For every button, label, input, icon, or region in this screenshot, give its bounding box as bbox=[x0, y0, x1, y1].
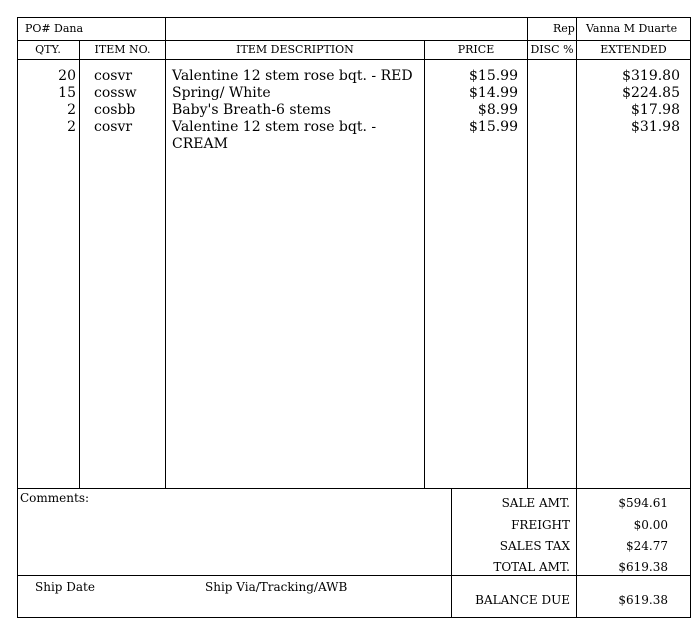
item-description-line: Valentine 12 stem rose bqt. - bbox=[172, 119, 377, 135]
item-number: cosvr bbox=[94, 68, 133, 84]
total-amt-value: $619.38 bbox=[618, 560, 668, 574]
total-amt-label: TOTAL AMT. bbox=[493, 560, 570, 574]
po-label: PO# bbox=[25, 22, 51, 35]
column-header-divider bbox=[17, 59, 691, 60]
item-qty: 2 bbox=[67, 119, 76, 135]
item-no-column bbox=[94, 68, 164, 136]
item-description-line: Valentine 12 stem rose bqt. - RED bbox=[172, 68, 413, 84]
price-column bbox=[425, 68, 518, 136]
item-extended: $31.98 bbox=[631, 119, 680, 135]
item-price: $14.99 bbox=[469, 85, 518, 101]
sale-amt-label: SALE AMT. bbox=[501, 496, 570, 510]
col-sep-qty bbox=[79, 40, 80, 488]
item-extended: $319.80 bbox=[622, 68, 680, 84]
item-extended: $17.98 bbox=[631, 102, 680, 118]
col-header-qty: QTY. bbox=[35, 43, 61, 56]
col-sep-price bbox=[527, 17, 528, 488]
rep-label: Rep bbox=[553, 22, 575, 35]
item-number: cosbb bbox=[94, 102, 136, 118]
ship-divider bbox=[17, 575, 691, 576]
item-price: $8.99 bbox=[477, 102, 518, 118]
balance-due-value: $619.38 bbox=[618, 593, 668, 607]
item-number: cossw bbox=[94, 85, 137, 101]
po-value: Dana bbox=[54, 22, 84, 35]
sales-tax-value: $24.77 bbox=[626, 539, 668, 553]
ship-via-label: Ship Via/Tracking/AWB bbox=[205, 580, 348, 594]
item-price: $15.99 bbox=[469, 119, 518, 135]
border-left bbox=[17, 17, 18, 618]
sale-amt-value: $594.61 bbox=[618, 496, 668, 510]
border-right bbox=[690, 17, 691, 618]
col-header-description: ITEM DESCRIPTION bbox=[236, 43, 354, 56]
freight-value: $0.00 bbox=[633, 518, 668, 532]
col-header-extended: EXTENDED bbox=[600, 43, 667, 56]
border-bottom bbox=[17, 617, 691, 618]
item-qty: 20 bbox=[58, 68, 76, 84]
item-qty: 2 bbox=[67, 102, 76, 118]
description-column bbox=[172, 68, 422, 153]
col-header-item-no: ITEM NO. bbox=[94, 43, 151, 56]
ship-date-label: Ship Date bbox=[35, 580, 95, 594]
extended-column bbox=[577, 68, 680, 136]
col-header-price: PRICE bbox=[457, 43, 495, 56]
item-number: cosvr bbox=[94, 119, 133, 135]
item-description-line: Spring/ White bbox=[172, 85, 271, 101]
col-sep-item bbox=[165, 17, 166, 488]
item-description-line: CREAM bbox=[172, 136, 228, 152]
col-header-disc: DISC % bbox=[530, 43, 574, 56]
comments-label: Comments: bbox=[20, 491, 90, 505]
qty-column bbox=[20, 68, 76, 136]
freight-label: FREIGHT bbox=[511, 518, 570, 532]
sales-tax-label: SALES TAX bbox=[499, 539, 570, 553]
border-top bbox=[17, 17, 691, 18]
item-extended: $224.85 bbox=[622, 85, 680, 101]
balance-due-label: BALANCE DUE bbox=[475, 593, 570, 607]
header-divider bbox=[17, 40, 691, 41]
rep-value: Vanna M Duarte bbox=[586, 22, 678, 35]
items-bottom-divider bbox=[17, 488, 691, 489]
item-price: $15.99 bbox=[469, 68, 518, 84]
item-description-line: Baby's Breath-6 stems bbox=[172, 102, 331, 118]
item-qty: 15 bbox=[58, 85, 76, 101]
